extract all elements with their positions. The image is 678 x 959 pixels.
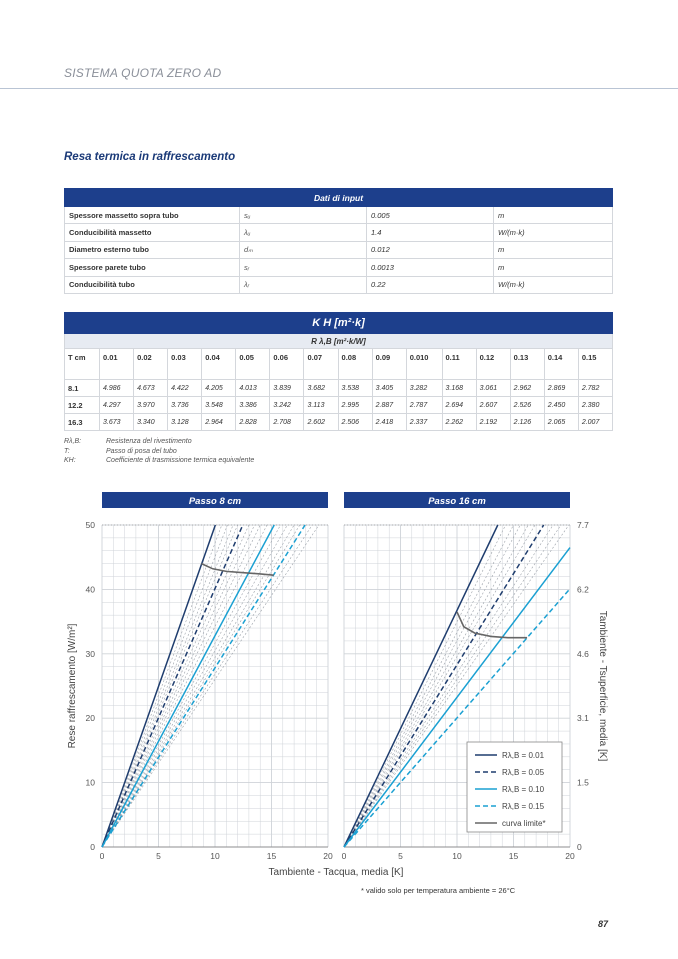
kh-value-cell: 3.386 bbox=[236, 397, 270, 414]
kh-column-header: 0.11 bbox=[442, 349, 476, 380]
x-tick-label: 10 bbox=[210, 851, 220, 861]
legend-label: Rλ,B = 0.01 bbox=[502, 751, 545, 760]
kh-value-cell: 3.548 bbox=[202, 397, 236, 414]
row-unit: m bbox=[494, 207, 613, 224]
y-tick-label: 40 bbox=[85, 584, 95, 595]
series-line bbox=[102, 525, 243, 847]
note-text: Passo di posa del tubo bbox=[106, 447, 177, 455]
legend-label: Rλ,B = 0.15 bbox=[502, 802, 545, 811]
kh-value-cell: 2.418 bbox=[372, 414, 406, 431]
x-tick-label: 15 bbox=[508, 851, 519, 861]
kh-value-cell: 2.380 bbox=[578, 397, 612, 414]
kh-value-cell: 3.839 bbox=[270, 380, 304, 397]
page-number: 87 bbox=[598, 919, 609, 929]
kh-column-header: 0.08 bbox=[338, 349, 372, 380]
kh-value-cell: 2.828 bbox=[236, 414, 270, 431]
x-axis-label: Tambiente - Tacqua, media [K] bbox=[268, 867, 404, 878]
legend-label: Rλ,B = 0.05 bbox=[502, 768, 545, 777]
row-unit: m bbox=[494, 259, 613, 276]
kh-column-header: 0.04 bbox=[202, 349, 236, 380]
kh-value-cell: 3.340 bbox=[134, 414, 168, 431]
kh-header-first: T cm bbox=[65, 349, 100, 380]
kh-column-header: 0.05 bbox=[236, 349, 270, 380]
kh-value-cell: 2.869 bbox=[544, 380, 578, 397]
y-tick-label: 0 bbox=[90, 842, 95, 852]
kh-value-cell: 3.128 bbox=[168, 414, 202, 431]
intermediate-line bbox=[102, 525, 249, 847]
kh-column-header: 0.03 bbox=[168, 349, 202, 380]
kh-value-cell: 2.126 bbox=[510, 414, 544, 431]
kh-column-header: 0.15 bbox=[578, 349, 612, 380]
table-row bbox=[65, 276, 613, 293]
header-divider bbox=[0, 88, 678, 89]
kh-value-cell: 2.782 bbox=[578, 380, 612, 397]
kh-value-cell: 3.736 bbox=[168, 397, 202, 414]
row-label: Conducibilità massetto bbox=[65, 224, 240, 241]
legend-label: Rλ,B = 0.10 bbox=[502, 785, 545, 794]
input-table-title: Dati di input bbox=[65, 189, 613, 207]
y-tick-label: 30 bbox=[85, 648, 95, 659]
kh-value-cell: 2.708 bbox=[270, 414, 304, 431]
row-symbol: sᵣ bbox=[240, 259, 367, 276]
kh-value-cell: 3.405 bbox=[372, 380, 406, 397]
row-label: Spessore parete tubo bbox=[65, 259, 240, 276]
row-symbol: λᵣ bbox=[240, 276, 367, 293]
note-item bbox=[64, 456, 254, 466]
kh-value-cell: 4.205 bbox=[202, 380, 236, 397]
kh-value-cell: 3.673 bbox=[100, 414, 134, 431]
kh-column-header: 0.01 bbox=[100, 349, 134, 380]
kh-table-title: K H [m²·k] bbox=[65, 313, 613, 334]
kh-value-cell: 2.065 bbox=[544, 414, 578, 431]
table-row bbox=[65, 207, 613, 224]
kh-value-cell: 2.962 bbox=[510, 380, 544, 397]
x-tick-label: 20 bbox=[565, 851, 575, 861]
kh-value-cell: 2.526 bbox=[510, 397, 544, 414]
kh-value-cell: 4.297 bbox=[100, 397, 134, 414]
kh-value-cell: 2.995 bbox=[338, 397, 372, 414]
row-value: 0.005 bbox=[367, 207, 494, 224]
note-key: T: bbox=[64, 447, 70, 455]
note-item bbox=[64, 447, 254, 457]
kh-value-cell: 3.061 bbox=[476, 380, 510, 397]
kh-value-cell: 2.337 bbox=[406, 414, 442, 431]
kh-column-header: 0.07 bbox=[304, 349, 338, 380]
row-symbol: dₘ bbox=[240, 241, 367, 258]
kh-value-cell: 2.506 bbox=[338, 414, 372, 431]
row-symbol: sᵤ bbox=[240, 207, 367, 224]
kh-value-cell: 2.694 bbox=[442, 397, 476, 414]
row-unit: m bbox=[494, 241, 613, 258]
intermediate-line bbox=[102, 525, 233, 847]
kh-value-cell: 2.887 bbox=[372, 397, 406, 414]
kh-value-cell: 3.168 bbox=[442, 380, 476, 397]
kh-value-cell: 3.970 bbox=[134, 397, 168, 414]
x-tick-label: 20 bbox=[323, 851, 333, 861]
kh-column-header: 0.13 bbox=[510, 349, 544, 380]
table-row bbox=[65, 224, 613, 241]
row-unit: W/(m·k) bbox=[494, 276, 613, 293]
kh-value-cell: 4.013 bbox=[236, 380, 270, 397]
kh-value-cell: 2.607 bbox=[476, 397, 510, 414]
row-pitch: 16.3 bbox=[65, 414, 100, 431]
right-tick-label: 0 bbox=[577, 842, 582, 852]
kh-value-cell: 3.282 bbox=[406, 380, 442, 397]
x-tick-label: 0 bbox=[341, 851, 347, 861]
kh-value-cell: 2.262 bbox=[442, 414, 476, 431]
table-row bbox=[65, 380, 613, 397]
note-text: Resistenza del rivestimento bbox=[106, 438, 192, 445]
kh-value-cell: 2.007 bbox=[578, 414, 612, 431]
y-axis-label: Rese raffrescamento [W/m²] bbox=[67, 623, 78, 749]
kh-value-cell: 2.450 bbox=[544, 397, 578, 414]
right-tick-label: 6.2 bbox=[577, 584, 589, 595]
right-tick-label: 7.7 bbox=[577, 520, 589, 530]
chart-footnote: * valido solo per temperatura ambiente = 26°C bbox=[361, 886, 516, 895]
kh-value-cell: 2.964 bbox=[202, 414, 236, 431]
intermediate-line bbox=[102, 525, 319, 847]
kh-value-cell: 4.986 bbox=[100, 380, 134, 397]
kh-value-cell: 3.682 bbox=[304, 380, 338, 397]
x-tick-label: 15 bbox=[266, 851, 277, 861]
legend-label: curva limite* bbox=[502, 819, 546, 828]
row-unit: W/(m·k) bbox=[494, 224, 613, 241]
row-value: 0.22 bbox=[367, 276, 494, 293]
note-key: KH: bbox=[64, 457, 76, 465]
table-row bbox=[65, 241, 613, 258]
x-tick-label: 5 bbox=[398, 851, 403, 861]
intermediate-line bbox=[102, 525, 227, 847]
row-value: 0.012 bbox=[367, 241, 494, 258]
right-tick-label: 1.5 bbox=[577, 777, 589, 788]
intermediate-line bbox=[102, 525, 255, 847]
input-data-table bbox=[64, 188, 613, 294]
kh-column-header: 0.06 bbox=[270, 349, 304, 380]
kh-value-cell: 3.113 bbox=[304, 397, 338, 414]
kh-column-header: 0.010 bbox=[406, 349, 442, 380]
row-pitch: 12.2 bbox=[65, 397, 100, 414]
row-label: Conducibilità tubo bbox=[65, 276, 240, 293]
x-tick-label: 0 bbox=[99, 851, 105, 861]
row-symbol: λᵤ bbox=[240, 224, 367, 241]
kh-value-cell: 3.538 bbox=[338, 380, 372, 397]
kh-table-subtitle: R λ,B [m²·k/W] bbox=[65, 334, 613, 349]
right-tick-label: 3.1 bbox=[577, 713, 589, 724]
note-item bbox=[64, 437, 254, 447]
right-tick-label: 4.6 bbox=[577, 648, 589, 659]
right-axis-label: Tambiente - Tsuperficie, media [K] bbox=[597, 610, 608, 762]
note-key: Rλ,B: bbox=[64, 438, 82, 445]
row-label: Diametro esterno tubo bbox=[65, 241, 240, 258]
header-title: SISTEMA QUOTA ZERO AD bbox=[64, 66, 222, 80]
kh-value-cell: 2.602 bbox=[304, 414, 338, 431]
note-text: Coefficiente di trasmissione termica equivalente bbox=[106, 457, 255, 465]
kh-column-header: 0.12 bbox=[476, 349, 510, 380]
kh-value-cell: 2.787 bbox=[406, 397, 442, 414]
abbreviation-notes bbox=[64, 437, 254, 466]
row-value: 1.4 bbox=[367, 224, 494, 241]
kh-column-header: 0.02 bbox=[134, 349, 168, 380]
kh-value-cell: 4.422 bbox=[168, 380, 202, 397]
kh-column-header: 0.09 bbox=[372, 349, 406, 380]
kh-value-cell: 4.673 bbox=[134, 380, 168, 397]
section-title: Resa termica in raffrescamento bbox=[64, 151, 236, 163]
table-row bbox=[65, 414, 613, 431]
row-value: 0.0013 bbox=[367, 259, 494, 276]
intermediate-line bbox=[102, 525, 312, 847]
kh-header-row bbox=[65, 349, 613, 380]
row-pitch: 8.1 bbox=[65, 380, 100, 397]
kh-value-cell: 3.242 bbox=[270, 397, 304, 414]
kh-coefficient-table bbox=[64, 312, 613, 431]
table-row bbox=[65, 397, 613, 414]
limit-curve bbox=[457, 612, 527, 638]
panel-title: Passo 16 cm bbox=[428, 496, 486, 507]
row-label: Spessore massetto sopra tubo bbox=[65, 207, 240, 224]
y-tick-label: 10 bbox=[85, 777, 95, 788]
table-row bbox=[65, 259, 613, 276]
x-tick-label: 10 bbox=[452, 851, 462, 861]
x-tick-label: 5 bbox=[156, 851, 161, 861]
cooling-output-chart bbox=[0, 480, 678, 900]
y-tick-label: 50 bbox=[85, 520, 95, 530]
y-tick-label: 20 bbox=[85, 713, 95, 724]
kh-value-cell: 2.192 bbox=[476, 414, 510, 431]
kh-column-header: 0.14 bbox=[544, 349, 578, 380]
panel-title: Passo 8 cm bbox=[188, 496, 242, 507]
